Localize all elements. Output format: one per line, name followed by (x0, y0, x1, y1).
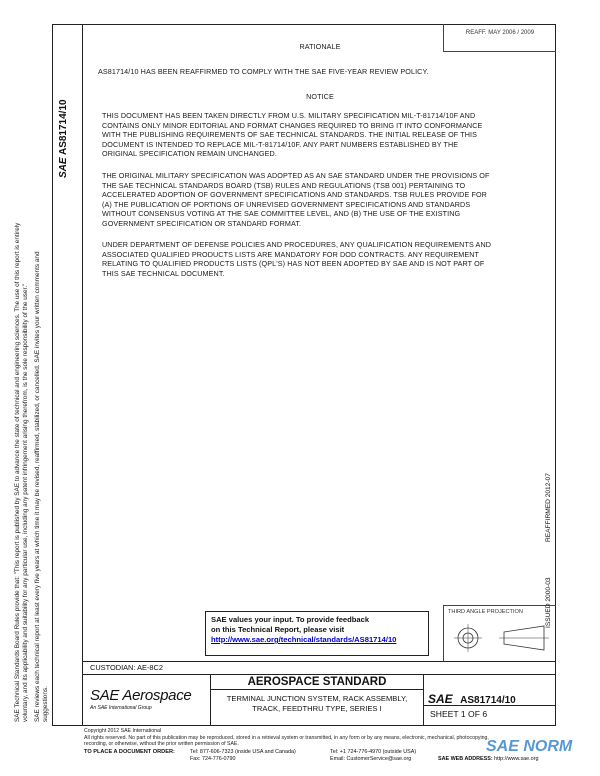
feedback-line-2: on this Technical Report, please visit (211, 625, 345, 634)
paragraph-line: THIS DOCUMENT HAS BEEN TAKEN DIRECTLY FROM U.S. MILITARY SPECIFICATION MIL-T-81714/10F AND (102, 111, 476, 120)
title-divider-2 (423, 674, 424, 726)
paragraph-line: THE SAE TECHNICAL STANDARDS BOARD (TSB) RULES AND REGULATIONS (TSB 001) PERTAINING TO (102, 180, 466, 190)
sae-norm-watermark: SAE NORM (486, 738, 573, 755)
notice-paragraph-2 (102, 171, 542, 229)
custodian-rule-top (82, 661, 556, 662)
logo-text: SAE Aerospace (90, 687, 192, 704)
order-fax: Fax: 724-776-0790 (190, 756, 236, 762)
paragraph-line: (A) THE PUBLICATION OF PORTIONS OF UNREVISED GOVERNMENT SPECIFICATIONS AND STANDARDS (102, 199, 471, 209)
rights-line-1: All rights reserved. No part of this publication may be reproduced, stored in a retrieval system or transmitted, in any form or by any means, electronic, mechanical, photocopying, (84, 734, 489, 741)
paragraph-line: ASSOCIATED QUALIFIED PRODUCTS LISTS ARE MANDATORY FOR DOD CONTRACTS. ANY REQUIREMENT (102, 249, 480, 259)
rights-line-2: recording, or otherwise, without the prior written permission of SAE. (84, 741, 239, 748)
paragraph-line: ACCELERATED ADOPTION OF GOVERNMENT SPECIFICATIONS AND STANDARDS. TSB RULES PROVIDE FOR (102, 190, 487, 200)
title-line-1: TERMINAL JUNCTION SYSTEM, RACK ASSEMBLY, (226, 694, 408, 703)
logo-subtitle: An SAE International Group (90, 705, 152, 711)
custodian-label: CUSTODIAN: AE-8C2 (90, 663, 163, 672)
paragraph-line: THE ORIGINAL MILITARY SPECIFICATION WAS ADOPTED AS AN SAE STANDARD UNDER THE PROVISIONS OF (102, 171, 490, 180)
paragraph-line: RELATING TO QUALIFIED PRODUCTS LISTS (QPL'S) HAS NOT BEEN ADOPTED BY SAE AND IS NOT PART OF (102, 259, 485, 269)
document-number: AS81714/10 (460, 695, 516, 706)
order-email: Email: CustomerService@sae.org (330, 756, 412, 762)
notice-heading: NOTICE (306, 92, 334, 101)
paragraph-line: WITH THE PUBLISHING REQUIREMENTS OF SAE TECHNICAL STANDARDS. THE INITIAL RELEASE OF THIS (102, 130, 478, 140)
order-phones (190, 749, 296, 763)
sidebar-disclaimer-1: SAE Technical Standards Board Rules provide that: "This report is published by SAE to advance the state of technical and engineering sciences. The use of this report is entirely (14, 222, 21, 722)
sidebar-doc-number: AS81714/10 (58, 99, 69, 156)
paragraph-line: CONTAINS ONLY MINOR EDITORIAL AND FORMAT CHANGES REQUIRED TO BRING IT INTO CONFORMANCE (102, 120, 483, 130)
rationale-heading: RATIONALE (299, 42, 341, 51)
paragraph-line: DOCUMENT IS INTENDED TO REPLACE MIL-T-81714/10F. ANY PART NUMBERS ESTABLISHED BY THE (102, 139, 459, 149)
rationale-text: AS81714/10 HAS BEEN REAFFIRMED TO COMPLY WITH THE SAE FIVE-YEAR REVIEW POLICY. (98, 67, 429, 76)
title-line-2: TRACK, FEEDTHRU TYPE, SERIES I (252, 703, 382, 713)
order-tel-intl: Tel: +1 724-776-4970 (outside USA) (330, 749, 417, 755)
order-intl (330, 749, 416, 763)
title-type-rule (210, 689, 423, 690)
title-divider-1 (210, 674, 211, 726)
copyright: Copyright 2012 SAE International (84, 728, 161, 734)
reaffirmed-date: REAFFIRMED 2012-07 (545, 473, 552, 542)
document-title (212, 694, 422, 713)
feedback-box (205, 611, 429, 656)
sae-aerospace-logo (90, 687, 208, 711)
sidebar-disclaimer-3: SAE reviews each technical report at least every five years at which time it may be revised, reaffirmed, stabilized, or cancelled. SAE invites your written comments and (34, 251, 41, 722)
issued-date: ISSUED 2000-03 (545, 577, 552, 628)
sidebar-doc-id (58, 68, 69, 178)
sheet-number: SHEET 1 OF 6 (430, 709, 488, 719)
projection-label: THIRD ANGLE PROJECTION (448, 609, 523, 615)
order-tel: Tel: 877-606-7323 (inside USA and Canada) (190, 749, 296, 755)
sae-mark-vertical: SAE (58, 157, 69, 178)
projection-box (443, 605, 556, 661)
feedback-line-1: SAE values your input. To provide feedback (211, 615, 370, 624)
web-address (438, 756, 538, 762)
custodian-rule-bottom (82, 674, 556, 675)
notice-paragraph-3 (102, 240, 542, 278)
paragraph-line: GOVERNMENT SPECIFICATION OR STANDARD FORMAT. (102, 218, 302, 228)
order-label: TO PLACE A DOCUMENT ORDER: (84, 749, 175, 755)
standard-type: AEROSPACE STANDARD (247, 676, 387, 688)
document-number-block (428, 690, 553, 708)
sae-mark: SAE (428, 692, 453, 706)
feedback-link[interactable]: http://www.sae.org/technical/standards/AS81714/10 (211, 635, 397, 644)
web-label: SAE WEB ADDRESS: (438, 756, 493, 762)
paragraph-line: WITHOUT CONSENSUS VOTING AT THE SAE COMMITTEE LEVEL, AND (B) THE USE OF THE EXISTING (102, 209, 461, 219)
sidebar-disclaimer-4: suggestions. (42, 686, 49, 722)
paragraph-line: THIS SAE TECHNICAL DOCUMENT. (102, 268, 225, 278)
web-url[interactable]: http://www.sae.org (494, 756, 539, 762)
paragraph-line: ORIGINAL SPECIFICATION REMAIN UNCHANGED. (102, 149, 277, 159)
notice-paragraph-1 (102, 111, 542, 159)
revision-box: REAFF. MAY 2006 / 2009 (443, 24, 556, 52)
projection-symbol-icon (444, 610, 556, 662)
paragraph-line: UNDER DEPARTMENT OF DEFENSE POLICIES AND PROCEDURES, ANY QUALIFICATION REQUIREMENTS AND (102, 240, 492, 249)
sidebar-disclaimer-2: voluntary, and its applicability and suitability for any particular use, including any patent infringement arising therefrom, is the sole responsibility of the user." (22, 283, 29, 722)
